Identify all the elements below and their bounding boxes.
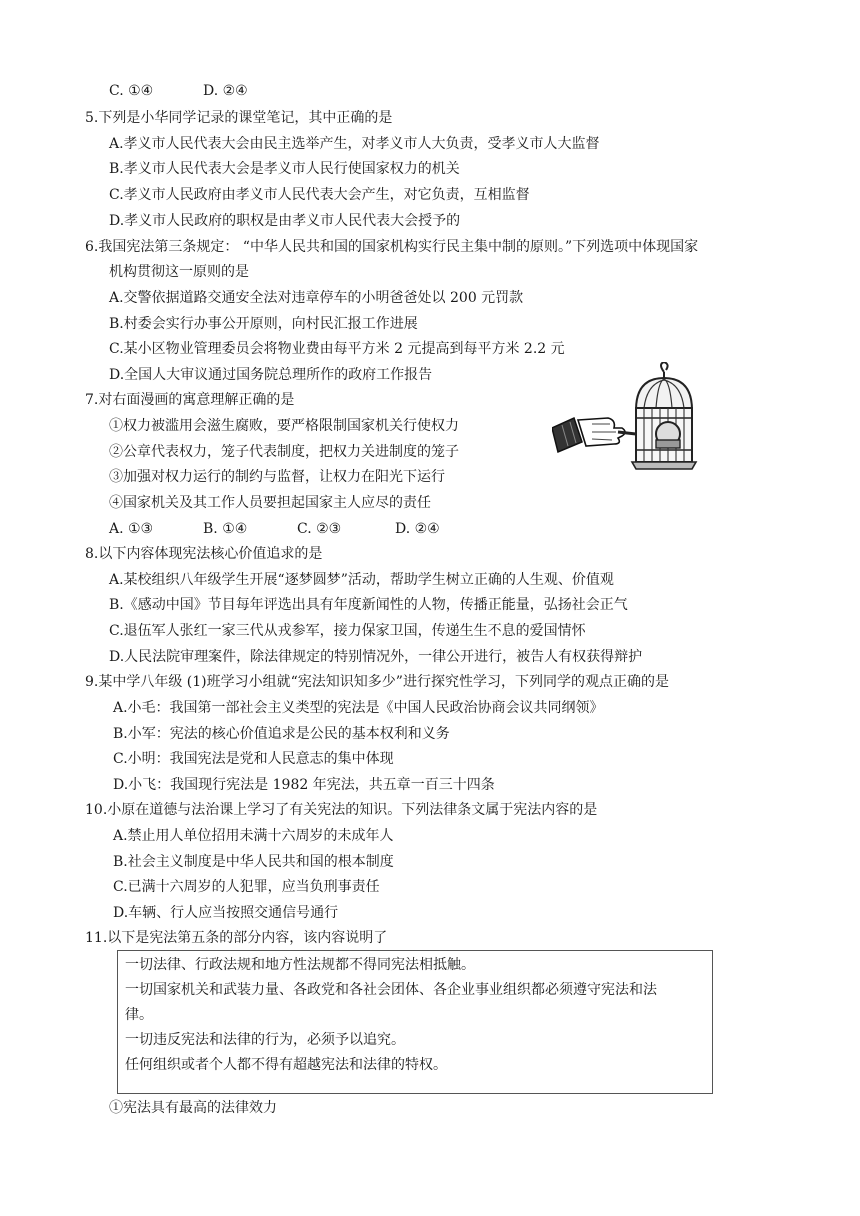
q7-statement-2: ②公章代表权力，笼子代表制度，把权力关进制度的笼子 (109, 444, 459, 460)
q11-box-line-1: 一切法律、行政法规和地方性法规都不得同宪法相抵触。 (125, 957, 475, 973)
q5-option-c: C.孝义市人民政府由孝义市人民代表大会产生，对它负责，互相监督 (109, 187, 530, 203)
q5-option-d: D.孝义市人民政府的职权是由孝义市人民代表大会授予的 (109, 213, 461, 229)
q6-stem-line2: 机构贯彻这一原则的是 (109, 264, 249, 280)
q7-option-d: D. ②④ (395, 521, 440, 537)
q9-option-d: D.小飞：我国现行宪法是 1982 年宪法，共五章一百三十四条 (113, 777, 495, 793)
q11-box-line-2: 一切国家机关和武装力量、各政党和各社会团体、各企业事业组织都必须遵守宪法和法 (125, 982, 657, 998)
q5-option-b: B.孝义市人民代表大会是孝义市人民行使国家权力的机关 (109, 161, 460, 177)
q10-stem: 10.小原在道德与法治课上学习了有关宪法的知识。下列法律条文属于宪法内容的是 (85, 802, 598, 818)
q4-option-c: C. ①④ (109, 83, 154, 99)
q9-stem: 9.某中学八年级 (1)班学习小组就“宪法知识知多少”进行探究性学习，下列同学的观点正确的是 (85, 674, 669, 690)
q10-option-a: A.禁止用人单位招用未满十六周岁的未成年人 (113, 828, 394, 844)
q7-statement-4: ④国家机关及其工作人员要担起国家主人应尽的责任 (109, 495, 431, 511)
q9-option-b: B.小军：宪法的核心价值追求是公民的基本权利和义务 (113, 726, 450, 742)
q11-box-line-3: 律。 (125, 1007, 153, 1023)
q6-option-d: D.全国人大审议通过国务院总理所作的政府工作报告 (109, 367, 433, 383)
q5-stem: 5.下列是小华同学记录的课堂笔记，其中正确的是 (85, 110, 393, 126)
q7-stem: 7.对右面漫画的寓意理解正确的是 (85, 392, 295, 408)
q8-option-c: C.退伍军人张红一家三代从戎参军，接力保家卫国，传递生生不息的爱国情怀 (109, 623, 586, 639)
q6-stem-line1: 6.我国宪法第三条规定： “中华人民共和国的国家机构实行民主集中制的原则。”下列选项中体现国家 (85, 239, 699, 255)
q4-option-d: D. ②④ (203, 83, 248, 99)
q7-statement-1: ①权力被滥用会滋生腐败，要严格限制国家机关行使权力 (109, 418, 459, 434)
q8-option-b: B.《感动中国》节目每年评选出具有年度新闻性的人物，传播正能量，弘扬社会正气 (109, 597, 628, 613)
q7-option-c: C. ②③ (297, 521, 342, 537)
q8-option-d: D.人民法院审理案件，除法律规定的特别情况外，一律公开进行，被告人有权获得辩护 (109, 649, 643, 665)
q6-option-c: C.某小区物业管理委员会将物业费由每平方米 2 元提高到每平方米 2.2 元 (109, 341, 565, 357)
q11-box-line-5: 任何组织或者个人都不得有超越宪法和法律的特权。 (125, 1057, 447, 1073)
q7-statement-3: ③加强对权力运行的制约与监督，让权力在阳光下运行 (109, 469, 445, 485)
q6-option-a: A.交警依据道路交通安全法对违章停车的小明爸爸处以 200 元罚款 (109, 290, 524, 306)
q11-constitution-excerpt-box (117, 950, 713, 1094)
q11-box-line-4: 一切违反宪法和法律的行为，必须予以追究。 (125, 1032, 405, 1048)
q9-option-a: A.小毛：我国第一部社会主义类型的宪法是《中国人民政治协商会议共同纲领》 (113, 700, 604, 716)
q9-option-c: C.小明：我国宪法是党和人民意志的集中体现 (113, 751, 394, 767)
q10-option-c: C.已满十六周岁的人犯罪，应当负刑事责任 (113, 879, 380, 895)
q6-option-b: B.村委会实行办事公开原则，向村民汇报工作进展 (109, 316, 418, 332)
q10-option-d: D.车辆、行人应当按照交通信号通行 (113, 905, 339, 921)
q10-option-b: B.社会主义制度是中华人民共和国的根本制度 (113, 854, 394, 870)
q5-option-a: A.孝义市人民代表大会由民主选举产生，对孝义市人大负责，受孝义市人大监督 (109, 136, 600, 152)
q11-stem: 11.以下是宪法第五条的部分内容，该内容说明了 (85, 930, 388, 946)
cartoon-power-cage-illustration (552, 362, 720, 470)
q8-stem: 8.以下内容体现宪法核心价值追求的是 (85, 546, 323, 562)
q11-statement-1: ①宪法具有最高的法律效力 (109, 1100, 277, 1116)
q7-option-a: A. ①③ (109, 521, 154, 537)
q8-option-a: A.某校组织八年级学生开展“逐梦圆梦”活动，帮助学生树立正确的人生观、价值观 (109, 572, 614, 588)
q7-option-b: B. ①④ (203, 521, 248, 537)
